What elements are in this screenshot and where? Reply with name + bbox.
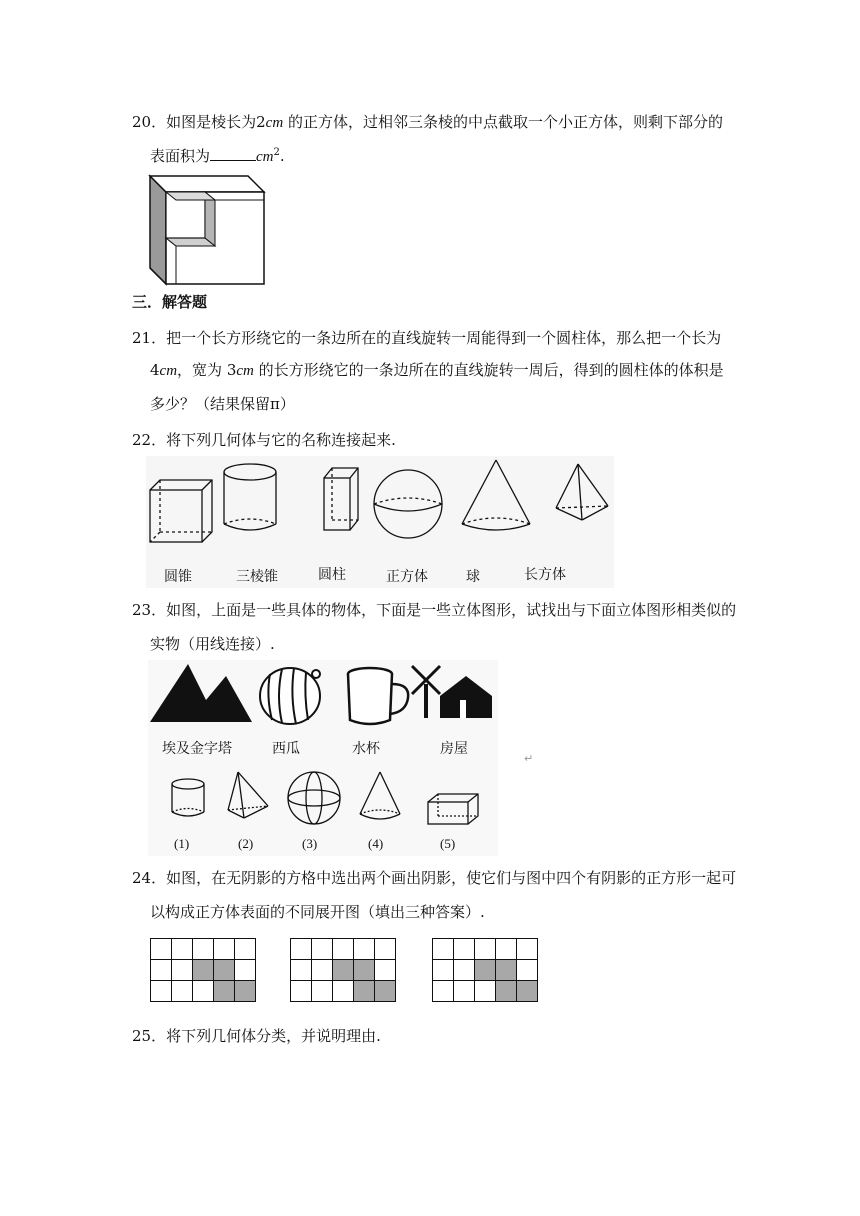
- section-3-heading: 三．解答题: [132, 293, 208, 311]
- sphere-shape: [374, 470, 442, 538]
- shape-1-cylinder: [172, 779, 204, 816]
- net-grid-1[interactable]: [150, 938, 256, 1002]
- cube-shape: [150, 480, 212, 542]
- q21-value1: 4: [150, 361, 160, 379]
- net-grid-2[interactable]: [290, 938, 396, 1002]
- cut-cube-figure: [148, 172, 266, 286]
- q23-text-line1: 如图，上面是一些具体的物体，下面是一些立体图形，试找出与下面立体图形相类似的: [166, 601, 737, 619]
- q21-end: 的长方形绕它的一条边所在的直线旋转一周后，得到的圆柱体的体积是: [258, 361, 724, 379]
- q23-shape-5: (5): [440, 836, 456, 851]
- q25-text: 将下列几何体分类，并说明理由.: [166, 1027, 381, 1045]
- q22-label-5: 球: [466, 569, 480, 585]
- q22-text: 将下列几何体与它的名称连接起来.: [166, 431, 396, 449]
- q20-answer-blank: [210, 146, 256, 161]
- q20-line1: [132, 112, 723, 133]
- q23-object-4: 房屋: [440, 741, 468, 757]
- q24-number: 24．: [132, 869, 167, 887]
- triangular-pyramid-shape: [556, 464, 608, 520]
- q20-text-a: 如图是棱长为: [166, 113, 257, 131]
- cuboid-shape: [324, 468, 358, 530]
- q23-number: 23．: [132, 601, 167, 619]
- q22-label-2: 三棱锥: [236, 569, 278, 585]
- q25-line: [132, 1026, 381, 1046]
- return-mark: ↵: [524, 752, 534, 765]
- q23-shape-1: (1): [174, 836, 190, 851]
- q22-line: [132, 430, 396, 450]
- q21-unit1: cm: [159, 363, 178, 379]
- q20-unit: cm: [265, 115, 284, 131]
- q20-number: 20．: [132, 113, 167, 131]
- shape-4-cone: [360, 772, 400, 819]
- q22-solids: [146, 456, 614, 556]
- q23-line1: [132, 600, 736, 620]
- q22-label-4: 正方体: [386, 569, 428, 585]
- q21-line2: [150, 360, 724, 381]
- house-drawing: [412, 666, 492, 718]
- q20-value: 2: [256, 113, 266, 131]
- q23-drawings: [148, 660, 498, 856]
- q21-line1: [132, 328, 721, 348]
- q22-label-6: 长方体: [524, 567, 566, 583]
- q22-number: 22．: [132, 431, 167, 449]
- q23-object-3: 水杯: [352, 741, 380, 757]
- cup-drawing: [348, 668, 408, 724]
- q23-line2: 实物（用线连接）.: [150, 635, 275, 653]
- shape-2-tetrahedron: [228, 772, 268, 818]
- q21-number: 21．: [132, 329, 167, 347]
- q21-line3: 多少？（结果保留π）: [150, 395, 295, 413]
- cube-left-face: [150, 176, 166, 284]
- q23-object-2: 西瓜: [272, 741, 300, 757]
- q20-text-c: 表面积为: [150, 147, 211, 165]
- q23-shape-4: (4): [368, 836, 384, 851]
- q23-object-1: 埃及金字塔: [162, 741, 232, 757]
- q21-text-line1: 把一个长方形绕它的一条边所在的直线旋转一周能得到一个圆柱体，那么把一个长为: [166, 329, 722, 347]
- q20-line2: [150, 146, 285, 167]
- q22-figure: [146, 456, 614, 588]
- q23-shape-2: (2): [238, 836, 254, 851]
- q20-text-b: 的正方体，过相邻三条棱的中点截取一个小正方体，则剩下部分的: [287, 113, 723, 131]
- q21-mid: ，宽为 3: [177, 361, 237, 379]
- q25-number: 25．: [132, 1027, 167, 1045]
- q21-unit2: cm: [236, 363, 254, 379]
- q24-line2: 以构成正方体表面的不同展开图（填出三种答案）.: [150, 903, 485, 921]
- cylinder-shape: [224, 464, 276, 530]
- shape-3-sphere: [288, 772, 340, 824]
- q23-figure: [148, 660, 498, 856]
- cone-shape: [462, 460, 530, 530]
- q20-superscript: 2: [273, 147, 280, 158]
- q23-shape-3: (3): [302, 836, 318, 851]
- q24-text-line1: 如图，在无阴影的方格中选出两个画出阴影，使它们与图中四个有阴影的正方形一起可: [166, 869, 737, 887]
- q20-end: .: [279, 147, 285, 165]
- net-grid-3[interactable]: [432, 938, 538, 1002]
- watermelon-drawing: [260, 668, 320, 724]
- pyramid-silhouette: [150, 664, 252, 722]
- q22-label-3: 圆柱: [318, 567, 346, 583]
- cube-top-face: [150, 176, 264, 192]
- q20-unit2: cm: [256, 149, 274, 165]
- shape-5-cuboid: [428, 794, 478, 824]
- q22-label-1: 圆锥: [164, 569, 192, 585]
- q24-line1: [132, 868, 736, 888]
